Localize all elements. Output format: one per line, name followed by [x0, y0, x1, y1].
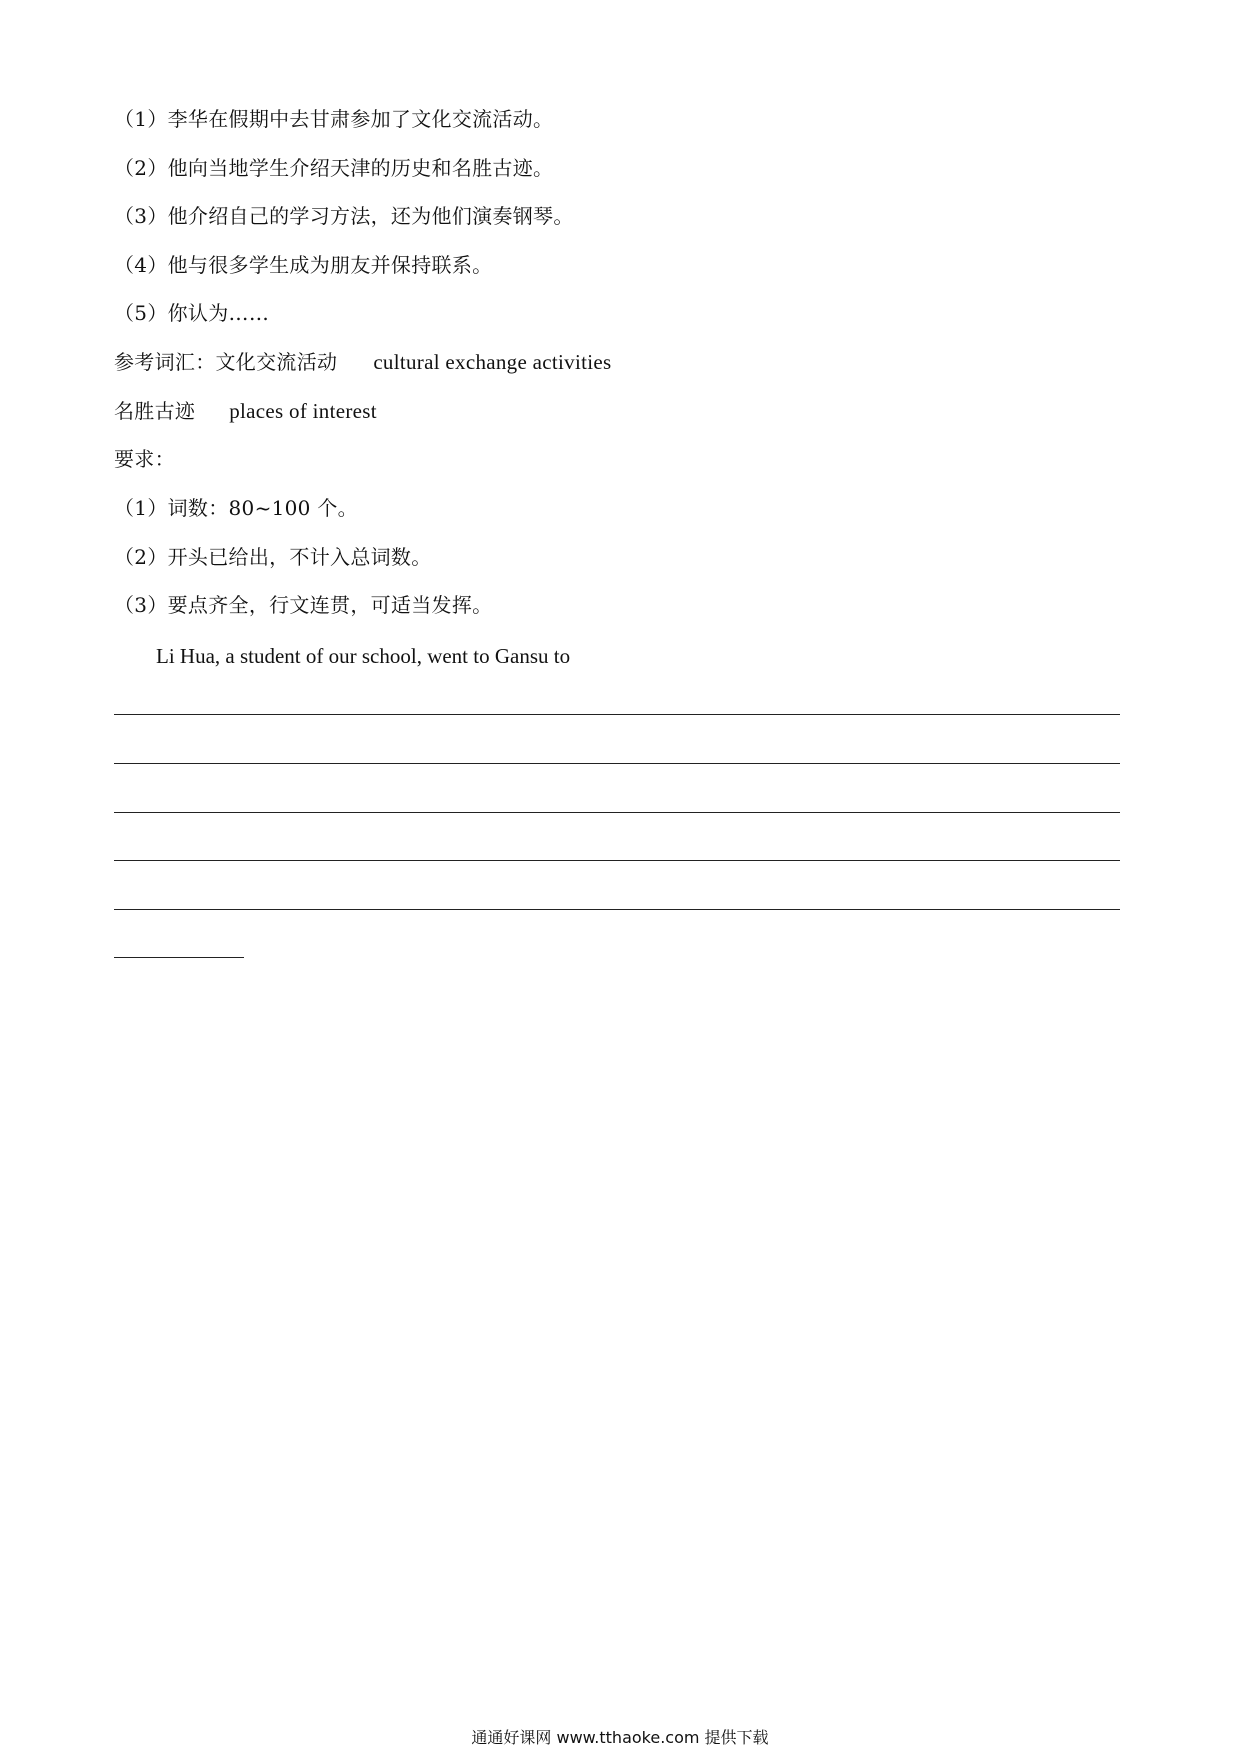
point-5: （5）你认为……	[114, 301, 270, 325]
vocab-en-1: cultural exchange activities	[373, 350, 612, 374]
point-4: （4）他与很多学生成为朋友并保持联系。	[114, 253, 493, 277]
writing-line[interactable]	[114, 812, 1120, 813]
writing-line[interactable]	[114, 909, 1120, 910]
vocab-line-1	[114, 349, 611, 375]
page-footer: 通通好课网 www.tthaoke.com 提供下载	[471, 1728, 769, 1747]
writing-line[interactable]	[114, 714, 1120, 715]
requirement-2: （2）开头已给出，不计入总词数。	[114, 545, 432, 569]
vocab-cn-1: 文化交流活动	[215, 350, 338, 374]
point-3: （3）他介绍自己的学习方法，还为他们演奏钢琴。	[114, 204, 574, 228]
writing-line-short[interactable]	[114, 957, 244, 958]
vocab-line-2	[114, 398, 377, 424]
point-1: （1）李华在假期中去甘肃参加了文化交流活动。	[114, 107, 554, 131]
vocab-label: 参考词汇：	[114, 350, 216, 374]
opening-sentence: Li Hua, a student of our school, went to Gansu to	[156, 644, 571, 668]
writing-line[interactable]	[114, 763, 1120, 764]
requirements-label: 要求：	[114, 447, 175, 471]
vocab-en-2: places of interest	[229, 399, 377, 423]
requirement-3: （3）要点齐全，行文连贯，可适当发挥。	[114, 593, 493, 617]
requirement-1: （1）词数：80~100 个。	[114, 496, 358, 520]
writing-line[interactable]	[114, 860, 1120, 861]
point-2: （2）他向当地学生介绍天津的历史和名胜古迹。	[114, 156, 554, 180]
vocab-cn-2: 名胜古迹	[114, 399, 196, 423]
